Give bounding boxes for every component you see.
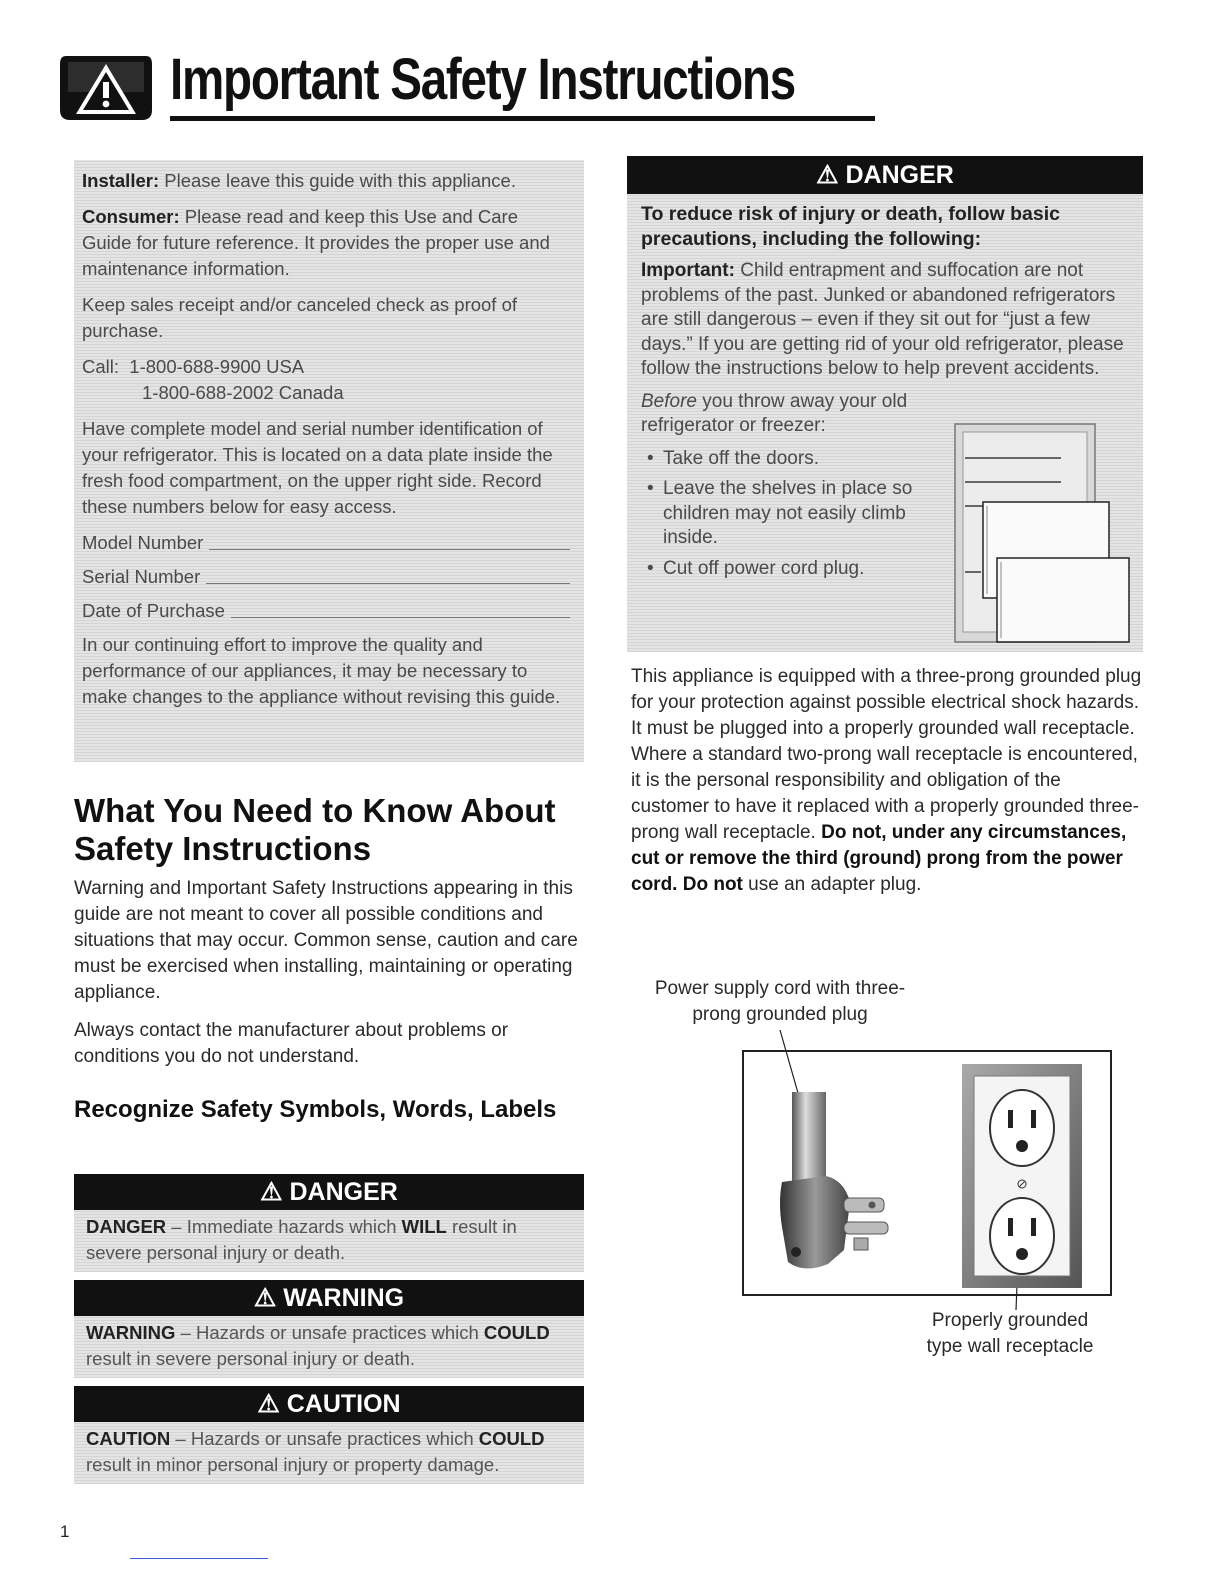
- installer-note: [82, 168, 570, 194]
- before-text: you throw away your old refrigerator or freezer:: [641, 390, 908, 436]
- important-label: Important:: [641, 260, 735, 281]
- blank-line: [231, 617, 570, 618]
- signal-text: – Hazards or unsafe practices which: [175, 1322, 484, 1343]
- list-item: • Leave the shelves in place so children may not easily climb inside.: [641, 477, 941, 551]
- refrigerator-illustration: [951, 422, 1133, 648]
- installer-label: Installer:: [82, 170, 160, 191]
- plug-and-outlet-figure: [742, 1050, 1112, 1296]
- warning-header: ⚠ WARNING: [74, 1280, 584, 1316]
- field-label: Serial Number: [82, 566, 201, 587]
- signal-emphasis: WILL: [401, 1216, 447, 1237]
- list-item: • Cut off power cord plug.: [641, 557, 941, 582]
- danger-header: ⚠ DANGER: [627, 156, 1143, 194]
- danger-signal-box: [74, 1174, 584, 1272]
- signal-word: CAUTION: [86, 1428, 171, 1449]
- signal-text: result in severe personal injury or death.: [86, 1216, 517, 1263]
- title-underline: [170, 116, 875, 121]
- call-label: Call:: [82, 356, 120, 377]
- safety-intro-paragraph: Warning and Important Safety Instructions appearing in this guide are not meant to cover all possible conditions and situations that may occur. Common sense, caution and care must be exercised when installing, maintaining or operating appliance.: [74, 878, 578, 1003]
- consumer-text: Please read and keep this Use and Care Guide for future reference. It provides the proper use and maintenance information.: [82, 206, 550, 279]
- warning-description: [74, 1316, 584, 1378]
- field-label: Date of Purchase: [82, 600, 225, 621]
- plug-outlet-illustration: [744, 1052, 1110, 1294]
- call-line: [82, 354, 570, 380]
- refrigerator-danger-box: [627, 156, 1143, 652]
- signal-text: result in severe personal injury or death.: [86, 1348, 416, 1369]
- danger-box-body: [627, 194, 1143, 652]
- signal-emphasis: COULD: [483, 1322, 550, 1343]
- footer-rule: [130, 1558, 268, 1559]
- page-title: Important Safety Instructions: [170, 47, 795, 112]
- warning-triangle-icon: [58, 52, 154, 122]
- grounding-warning-bold: Do not, under any circumstances, cut or remove the third (ground) prong from the power cord. Do not: [631, 822, 1127, 895]
- caution-description: [74, 1422, 584, 1484]
- before-disposal-note: [641, 390, 941, 439]
- danger-intro: To reduce risk of injury or death, follow basic precautions, including the following:: [641, 203, 1060, 250]
- signal-text: – Hazards or unsafe practices which: [170, 1428, 479, 1449]
- consumer-note: [82, 204, 570, 282]
- signal-text: result in minor personal injury or property damage.: [86, 1454, 500, 1475]
- installer-text: Please leave this guide with this appliance.: [164, 170, 516, 191]
- list-item: • Take off the doors.: [641, 447, 941, 472]
- signal-word: WARNING: [86, 1322, 176, 1343]
- contact-manufacturer-paragraph: Always contact the manufacturer about problems or conditions you do not understand.: [74, 1020, 509, 1067]
- receipt-note: Keep sales receipt and/or canceled check as proof of purchase.: [82, 294, 518, 341]
- what-you-need-heading: What You Need to Know About Safety Instructions: [74, 792, 556, 867]
- caution-signal-box: [74, 1386, 584, 1484]
- phone-usa: 1-800-688-9900 USA: [129, 356, 305, 377]
- page-header: [58, 44, 818, 126]
- signal-emphasis: COULD: [478, 1428, 545, 1449]
- signal-text: – Immediate hazards which: [166, 1216, 402, 1237]
- installer-info-box: [74, 160, 584, 762]
- danger-description: [74, 1210, 584, 1272]
- warning-signal-box: [74, 1280, 584, 1378]
- grounding-text: This appliance is equipped with a three-prong grounded plug for your protection against possible electrical shock hazards. It must be plugged into a properly grounded wall receptacle. Where a standard two-prong wall receptacle is encountered, it is the personal responsibility and obligation of the customer to have it replaced with a properly grounded three-prong wall receptacle.: [631, 666, 1142, 843]
- improvement-note: In our continuing effort to improve the quality and performance of our appliances, it may be necessary to make changes to the appliance without revising this guide.: [82, 634, 561, 707]
- cord-caption: Power supply cord with three-prong grounded plug: [654, 978, 906, 1025]
- date-of-purchase-field: [82, 598, 570, 624]
- signal-word: DANGER: [86, 1216, 167, 1237]
- grounding-text: use an adapter plug.: [742, 874, 922, 895]
- caution-header: ⚠ CAUTION: [74, 1386, 584, 1422]
- model-number-field: [82, 530, 570, 556]
- grounding-paragraph: [631, 664, 1143, 898]
- recognize-symbols-heading: Recognize Safety Symbols, Words, Labels: [74, 1096, 557, 1123]
- page-number: 1: [60, 1522, 70, 1541]
- disposal-steps-list: [641, 447, 941, 582]
- serial-number-field: [82, 564, 570, 590]
- model-info-note: Have complete model and serial number identification of your refrigerator. This is located on a data plate inside the fresh food compartment, on the upper right side. Record these numbers below for easy access.: [82, 418, 553, 517]
- field-label: Model Number: [82, 532, 204, 553]
- phone-canada: 1-800-688-2002 Canada: [142, 382, 344, 403]
- blank-line: [206, 583, 570, 584]
- danger-header: ⚠ DANGER: [74, 1174, 584, 1210]
- important-text: Child entrapment and suffocation are not problems of the past. Junked or abandoned refrigerators are still dangerous – even if they sit out for “just a few days.” If you are getting rid of your old refrigerator, please follow the instructions below to help prevent accidents.: [641, 260, 1124, 379]
- important-note: [641, 259, 1133, 382]
- consumer-label: Consumer:: [82, 206, 180, 227]
- before-italic: Before: [641, 390, 697, 412]
- receptacle-caption: Properly grounded type wall receptacle: [926, 1310, 1094, 1357]
- blank-line: [209, 549, 570, 550]
